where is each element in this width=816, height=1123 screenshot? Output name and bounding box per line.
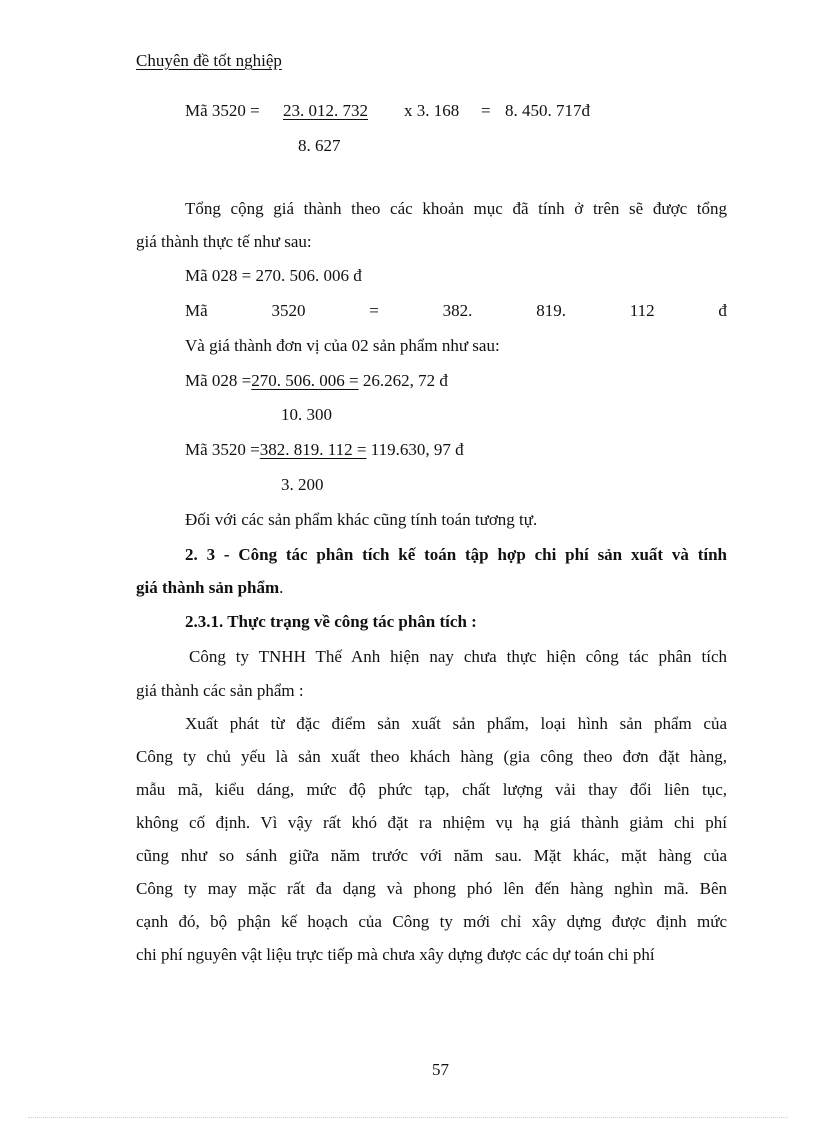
body-line: không cố định. Vì vậy rất khó đặt ra nhiệm vụ hạ giá thành giảm chi phí (136, 813, 727, 832)
code-3520-total-part: = (369, 301, 379, 320)
calc-3520-numerator: 23. 012. 732 (283, 101, 368, 120)
total-intro-line-1: Tổng cộng giá thành theo các khoản mục đã tính ở trên sẽ được tổng (185, 199, 727, 218)
section-heading-period: . (279, 578, 284, 597)
calc-3520-result: 8. 450. 717đ (505, 101, 590, 120)
subsection-heading: 2.3.1. Thực trạng về công tác phân tích : (185, 612, 477, 631)
body-line: Công ty may mặc rất đa dạng và phong phó lên đến hàng nghìn mã. Bên (136, 879, 727, 898)
section-heading-line-1: 2. 3 - Công tác phân tích kế toán tập hợp chi phí sản xuất và tính (185, 545, 727, 564)
body-line: cũng như so sánh giữa năm trước với năm sau. Mặt khác, mặt hàng của (136, 846, 727, 865)
code-3520-total-part: 3520 (271, 301, 306, 320)
unit-028-result: 26.262, 72 đ (358, 371, 448, 390)
unit-3520-numerator: 382. 819. 112 = (259, 440, 367, 459)
page-number: 57 (432, 1060, 449, 1079)
section-heading-text: giá thành sản phẩm (136, 578, 280, 597)
total-intro-line-2: giá thành thực tế như sau: (136, 232, 312, 251)
code-3520-total-part: 112 (629, 301, 655, 320)
body-line: Xuất phát từ đặc điểm sản xuất sản phẩm, loại hình sản phẩm của (185, 714, 727, 733)
unit-028-denominator: 10. 300 (281, 405, 332, 424)
code-028-total: Mã 028 = 270. 506. 006 đ (185, 266, 362, 285)
unit-price-intro: Và giá thành đơn vị của 02 sản phẩm như sau: (185, 336, 500, 355)
body-line: Công ty chủ yếu là sản xuất theo khách hàng (gia công theo đơn đặt hàng, (136, 747, 727, 766)
other-products-note: Đối với các sản phẩm khác cũng tính toán tương tự. (185, 510, 538, 529)
code-3520-total-part: Mã (185, 301, 208, 320)
body-line: mẫu mã, kiểu dáng, mức độ phức tạp, chất lượng vải thay đổi liên tục, (136, 780, 727, 799)
code-3520-total (185, 302, 727, 319)
calc-3520-label: Mã 3520 = (185, 101, 260, 120)
page-bottom-divider (28, 1117, 788, 1118)
company-line-2: giá thành các sản phẩm : (136, 681, 304, 700)
calc-3520-equals: = (481, 101, 491, 120)
body-line: cạnh đó, bộ phận kế hoạch của Công ty mới chỉ xây dựng được định mức (136, 912, 727, 931)
unit-028-numerator: 270. 506. 006 = (251, 371, 359, 390)
document-header-title: Chuyên đề tốt nghiệp (136, 51, 282, 70)
section-heading-line-2 (136, 579, 283, 596)
unit-3520-line (185, 441, 464, 458)
calc-3520-operation: x 3. 168 (404, 101, 460, 120)
unit-3520-result: 119.630, 97 đ (366, 440, 464, 459)
calc-3520-denominator: 8. 627 (298, 136, 341, 155)
unit-3520-prefix: Mã 3520 = (185, 440, 260, 459)
company-line-1: Công ty TNHH Thế Anh hiện nay chưa thực hiện công tác phân tích (189, 647, 727, 666)
body-last-line: chi phí nguyên vật liệu trực tiếp mà chưa xây dựng được các dự toán chi phí (136, 945, 655, 964)
code-3520-total-part: 382. (442, 301, 473, 320)
unit-028-line (185, 372, 448, 389)
unit-3520-denominator: 3. 200 (281, 475, 324, 494)
code-3520-total-part: đ (718, 301, 727, 320)
code-3520-total-part: 819. (536, 301, 566, 320)
unit-028-prefix: Mã 028 = (185, 371, 252, 390)
